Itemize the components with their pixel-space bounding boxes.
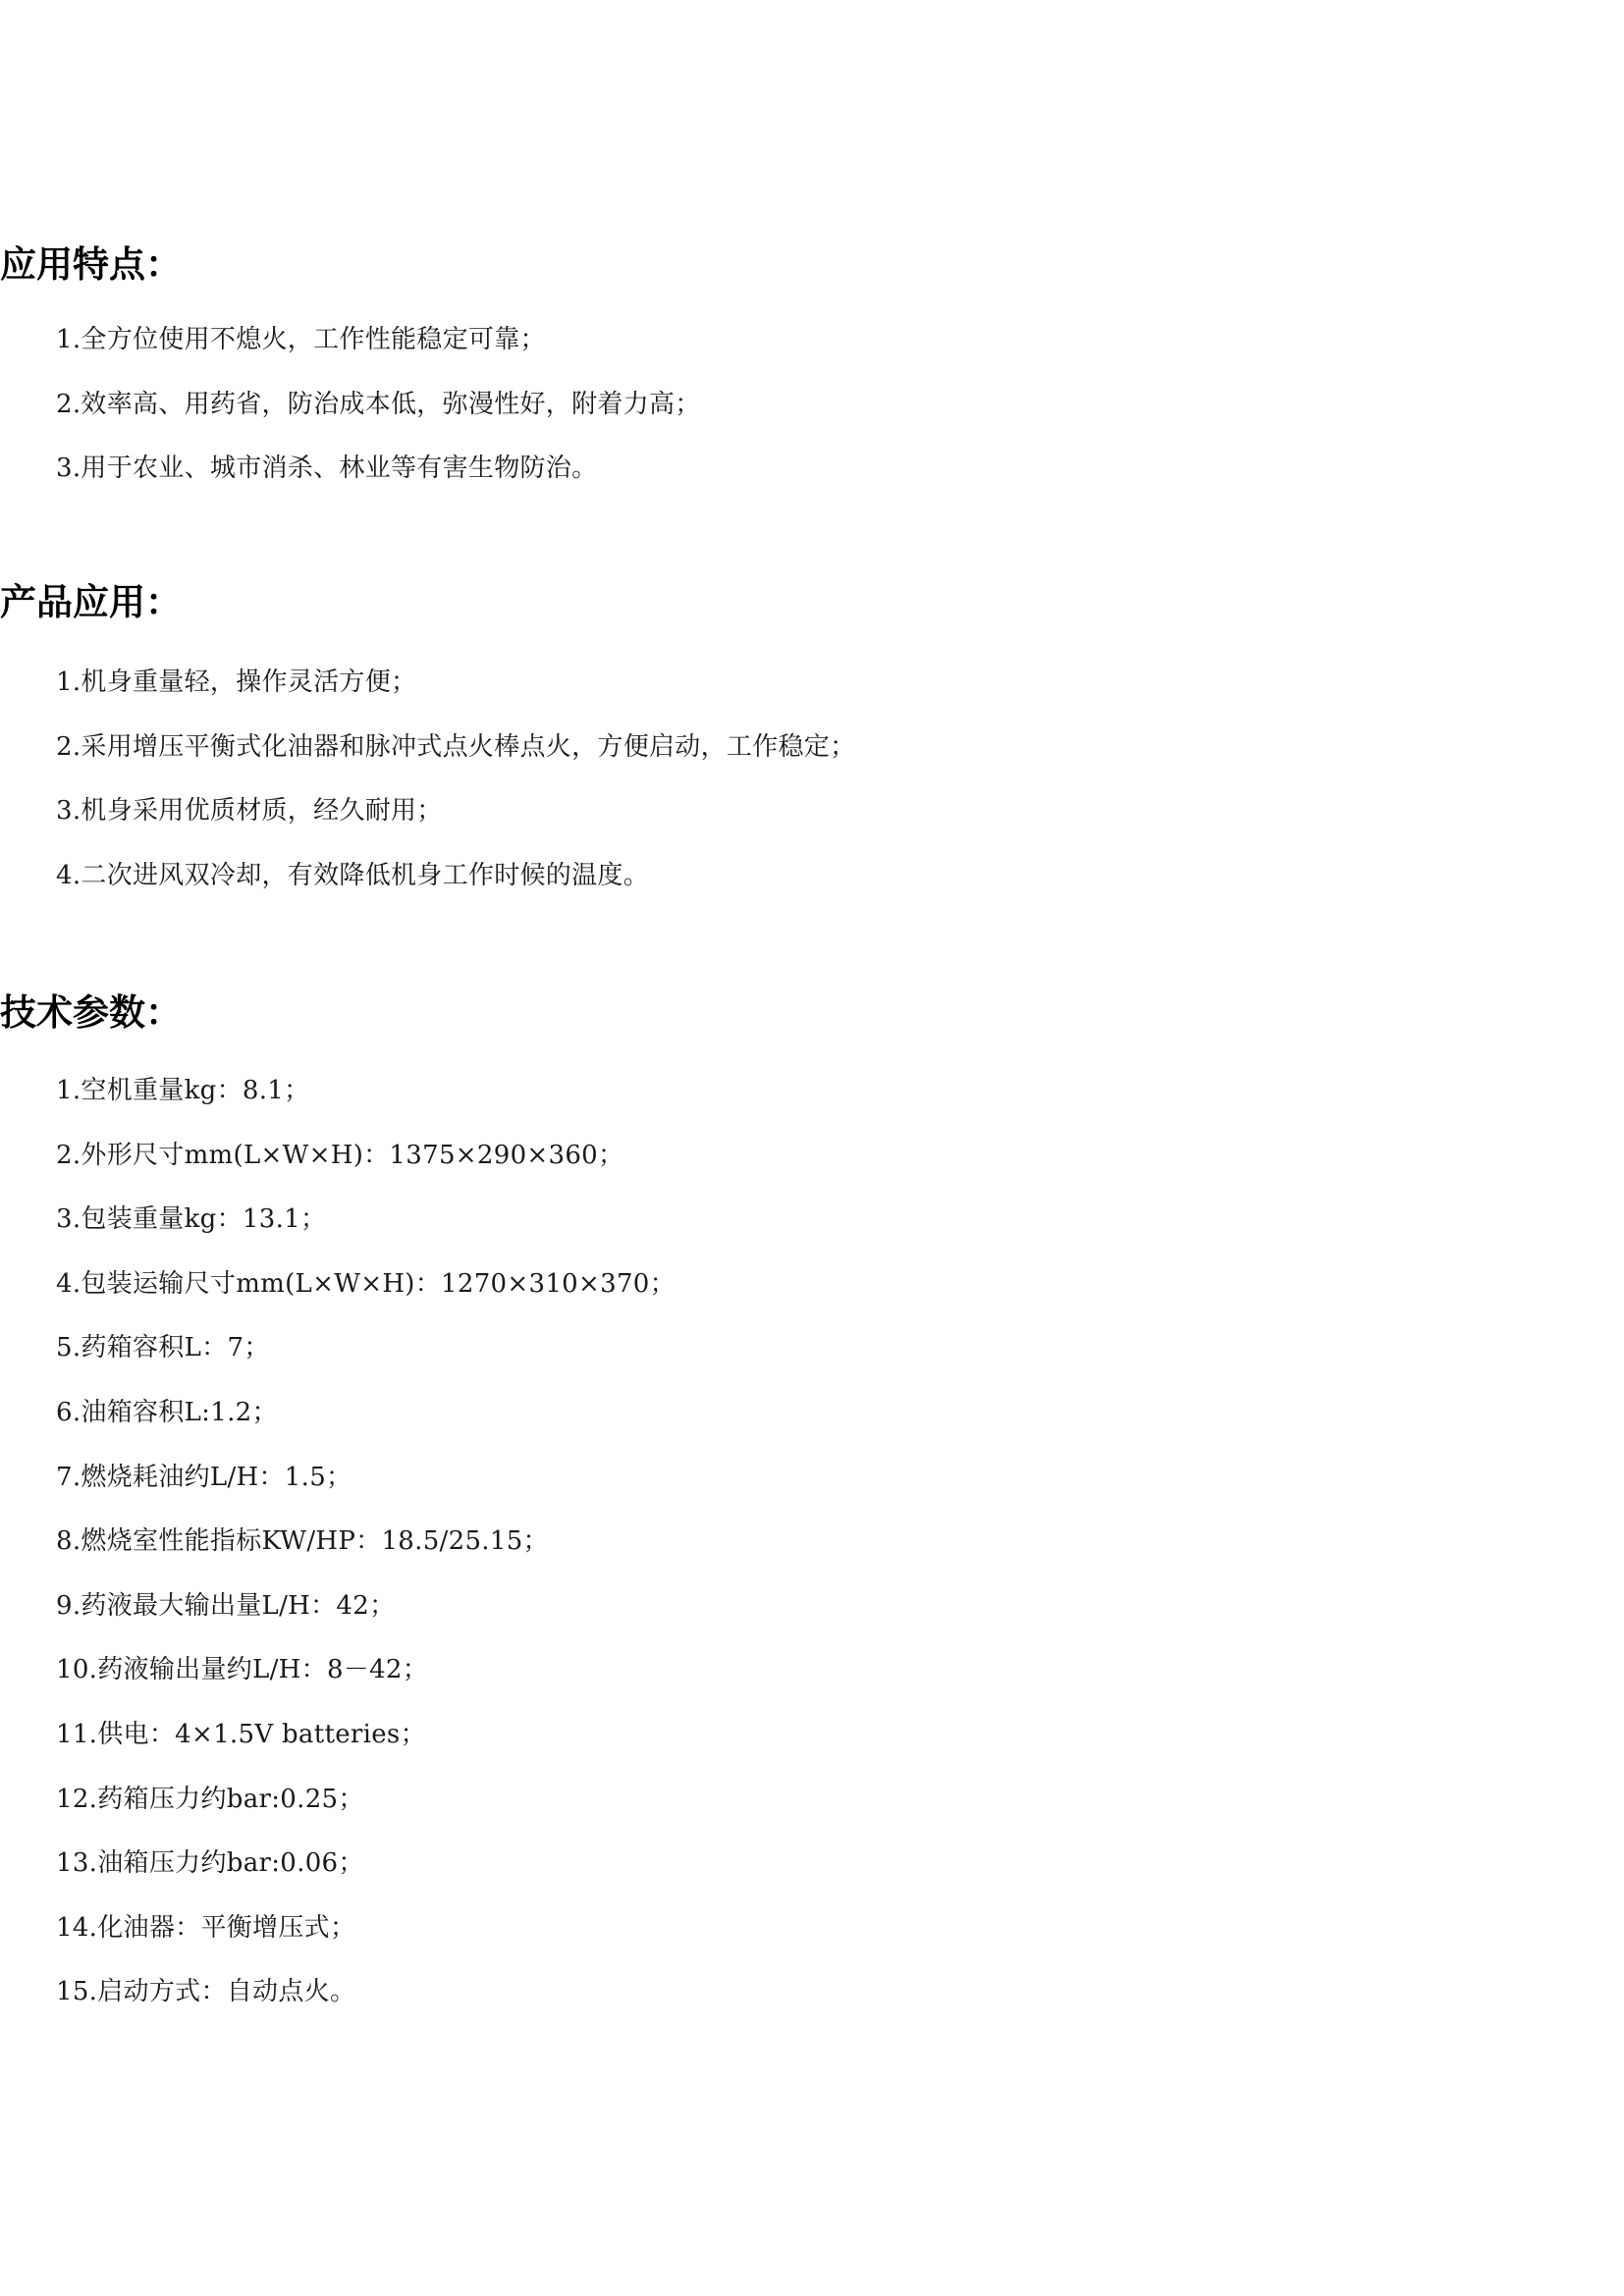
spec-item: 3.包装重量kg：13.1； [56,1204,327,1235]
list-item: 2.采用增压平衡式化油器和脉冲式点火棒点火，方便启动，工作稳定； [56,731,856,762]
spec-item: 11.供电：4×1.5V batteries； [56,1719,426,1749]
section-title-technical-parameters: 技术参数： [0,991,182,1034]
spec-item: 15.启动方式：自动点火。 [56,1977,356,2007]
section-title-application-features: 应用特点： [0,243,182,286]
spec-item: 4.包装运输尺寸mm(L×W×H)：1270×310×370； [56,1268,676,1299]
spec-item: 12.药箱压力约bar:0.25； [56,1784,364,1814]
list-item: 3.机身采用优质材质，经久耐用； [56,796,443,827]
spec-item: 10.药液输出量约L/H：8－42； [56,1655,429,1685]
list-item: 1.全方位使用不熄火，工作性能稳定可靠； [56,325,546,354]
list-item: 4.二次进风双冷却，有效降低机身工作时候的温度。 [56,860,650,890]
product-application-list [56,665,855,922]
spec-item: 7.燃烧耗油约L/H：1.5； [56,1462,352,1492]
spec-item: 8.燃烧室性能指标KW/HP：18.5/25.15； [56,1526,549,1557]
spec-item: 14.化油器：平衡增压式； [56,1912,356,1943]
spec-item: 5.药箱容积L：7； [56,1333,270,1363]
list-item: 1.机身重量轻，操作灵活方便； [56,667,417,697]
spec-item: 6.油箱容积L:1.2； [56,1397,278,1427]
list-item: 2.效率高、用药省，防治成本低，弥漫性好，附着力高； [56,389,701,419]
spec-item: 1.空机重量kg：8.1； [56,1076,310,1105]
technical-parameters-list [56,1073,676,2039]
spec-item: 13.油箱压力约bar:0.06； [56,1848,364,1879]
list-item: 3.用于农业、城市消杀、林业等有害生物防治。 [56,454,598,484]
section-title-product-application: 产品应用： [0,581,182,623]
spec-item: 9.药液最大输出量L/H：42； [56,1590,396,1621]
application-features-list [56,322,701,515]
spec-item: 2.外形尺寸mm(L×W×H)：1375×290×360； [56,1140,624,1170]
